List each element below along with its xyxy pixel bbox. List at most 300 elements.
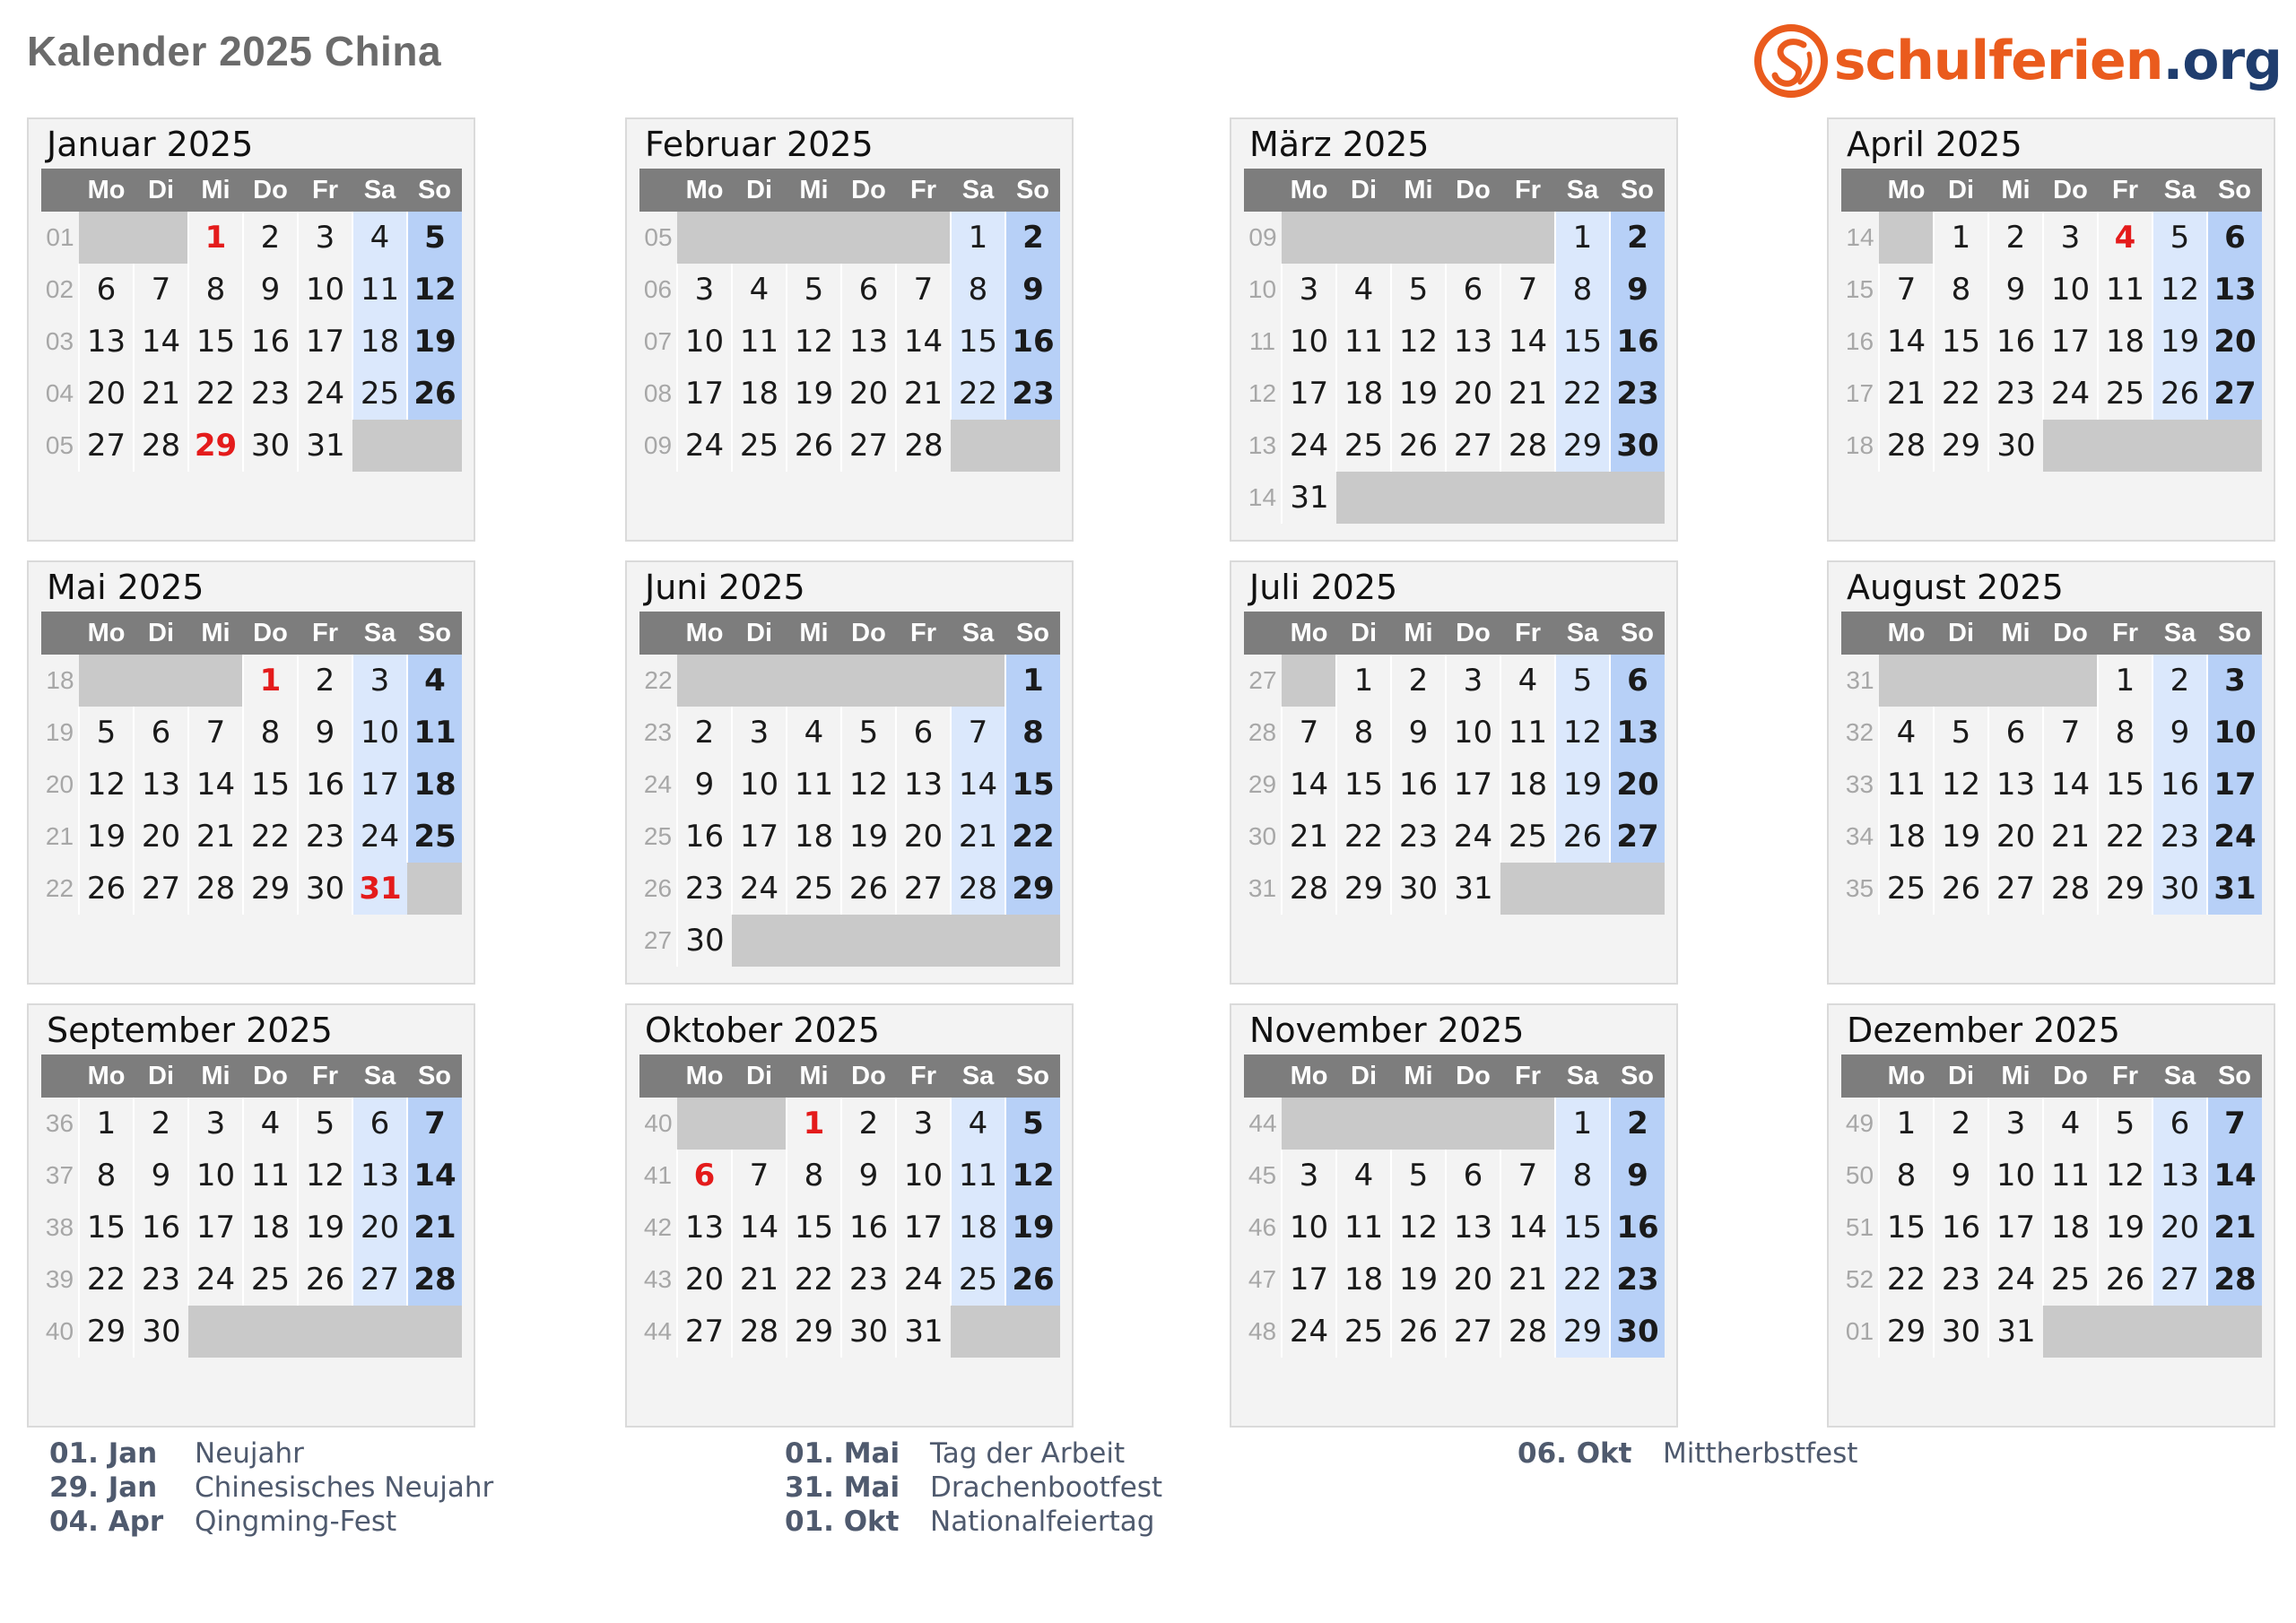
day-cell: 14 <box>407 1150 462 1202</box>
week-number: 51 <box>1845 1213 1874 1241</box>
day-cell: 2 <box>1610 1098 1665 1150</box>
day-cell: 15 <box>951 316 1005 368</box>
day-cell: 23 <box>243 368 298 420</box>
day-cell: 6 <box>352 1098 407 1150</box>
day-cell: 20 <box>677 1254 732 1306</box>
weekday-header-row <box>1244 612 1665 655</box>
day-cell: 12 <box>787 316 841 368</box>
weekday-header: Do <box>841 1055 896 1098</box>
week-number: 31 <box>1846 666 1874 694</box>
day-cell: 28 <box>2043 863 2098 915</box>
legend-item <box>785 1505 1162 1539</box>
schulferien-swirl-icon <box>1753 23 1829 99</box>
day-cell: 17 <box>677 368 732 420</box>
day-cell: 26 <box>2152 368 2207 420</box>
day-cell: 2 <box>1005 212 1060 264</box>
week-row <box>639 759 1060 811</box>
weekday-header: Sa <box>1555 169 1610 212</box>
day-cell: 7 <box>1500 264 1555 316</box>
week-row <box>41 368 462 420</box>
week-row <box>1244 316 1665 368</box>
weekday-header: Mo <box>677 169 732 212</box>
day-cell: 27 <box>1988 863 2043 915</box>
day-cell: 17 <box>352 759 407 811</box>
day-cell: 23 <box>841 1254 896 1306</box>
week-number: 24 <box>643 770 673 798</box>
weekday-header: Do <box>2043 169 2098 212</box>
week-number: 02 <box>45 275 74 303</box>
day-cell: 7 <box>188 707 243 759</box>
day-cell: 6 <box>1446 1150 1500 1202</box>
week-number: 18 <box>1845 431 1874 459</box>
day-cell: 5 <box>1555 655 1610 707</box>
day-cell: 12 <box>1934 759 1988 811</box>
day-cell: 25 <box>2098 368 2152 420</box>
day-cell: 4 <box>1336 1150 1391 1202</box>
day-cell: 18 <box>1879 811 1934 863</box>
day-cell: 11 <box>243 1150 298 1202</box>
week-row <box>1841 655 2262 707</box>
holiday-day-cell: 29 <box>188 420 243 472</box>
weekday-header: Fr <box>298 169 352 212</box>
week-number: 36 <box>45 1109 74 1137</box>
day-cell: 6 <box>896 707 951 759</box>
day-cell: 16 <box>1610 316 1665 368</box>
weekday-header-row <box>1841 169 2262 212</box>
legend-holiday-name: Mittherbstfest <box>1663 1437 1858 1470</box>
week-row <box>41 1306 462 1358</box>
day-cell: 11 <box>732 316 787 368</box>
day-cell: 9 <box>2152 707 2207 759</box>
week-row <box>1841 759 2262 811</box>
week-number: 16 <box>1845 327 1874 355</box>
day-cell: 7 <box>2207 1098 2262 1150</box>
day-cell: 11 <box>407 707 462 759</box>
week-number: 05 <box>45 431 74 459</box>
month-table <box>639 612 1060 967</box>
day-cell: 31 <box>1446 863 1500 915</box>
weekday-header: Fr <box>2098 612 2152 655</box>
week-number: 52 <box>1845 1265 1874 1293</box>
day-cell: 30 <box>1934 1306 1988 1358</box>
day-cell: 2 <box>841 1098 896 1150</box>
legend-date: 29. Jan <box>49 1471 158 1504</box>
day-cell: 16 <box>1934 1202 1988 1254</box>
week-row <box>639 863 1060 915</box>
weekday-header: Fr <box>1500 612 1555 655</box>
day-cell: 22 <box>1555 368 1610 420</box>
day-cell: 12 <box>1555 707 1610 759</box>
empty-day-filler <box>79 212 188 264</box>
week-row <box>41 1150 462 1202</box>
week-number: 40 <box>644 1109 673 1137</box>
holiday-day-cell: 6 <box>677 1150 732 1202</box>
week-row <box>1244 1098 1665 1150</box>
day-cell: 20 <box>896 811 951 863</box>
day-cell: 13 <box>1988 759 2043 811</box>
day-cell: 19 <box>841 811 896 863</box>
week-row <box>1841 1150 2262 1202</box>
day-cell: 27 <box>841 420 896 472</box>
week-number: 27 <box>643 926 673 954</box>
week-row <box>1841 863 2262 915</box>
day-cell: 1 <box>1336 655 1391 707</box>
weekday-header: Do <box>1446 612 1500 655</box>
day-cell: 22 <box>1336 811 1391 863</box>
week-number: 14 <box>1248 483 1277 511</box>
week-row <box>41 707 462 759</box>
month-panel <box>1230 117 1678 542</box>
day-cell: 21 <box>896 368 951 420</box>
week-number: 38 <box>45 1213 74 1241</box>
week-number: 06 <box>643 275 673 303</box>
empty-day-filler <box>1500 863 1665 915</box>
day-cell: 18 <box>1500 759 1555 811</box>
day-cell: 3 <box>1988 1098 2043 1150</box>
day-cell: 22 <box>188 368 243 420</box>
day-cell: 23 <box>1610 368 1665 420</box>
day-cell: 26 <box>79 863 134 915</box>
day-cell: 10 <box>188 1150 243 1202</box>
weekday-header: So <box>2207 169 2262 212</box>
day-cell: 29 <box>1336 863 1391 915</box>
day-cell: 17 <box>1282 368 1336 420</box>
day-cell: 9 <box>243 264 298 316</box>
day-cell: 12 <box>2152 264 2207 316</box>
legend-date: 06. Okt <box>1518 1437 1632 1470</box>
day-cell: 26 <box>1555 811 1610 863</box>
week-number-header <box>639 169 677 212</box>
week-number: 21 <box>45 822 74 850</box>
day-cell: 20 <box>1988 811 2043 863</box>
day-cell: 6 <box>79 264 134 316</box>
day-cell: 21 <box>2207 1202 2262 1254</box>
weekday-header: Mo <box>1879 169 1934 212</box>
month-title: November 2025 <box>1249 1011 1525 1050</box>
day-cell: 10 <box>1282 1202 1336 1254</box>
weekday-header: Do <box>2043 1055 2098 1098</box>
month-panel <box>1230 1003 1678 1428</box>
day-cell: 18 <box>732 368 787 420</box>
day-cell: 5 <box>841 707 896 759</box>
empty-day-filler <box>951 1306 1060 1358</box>
day-cell: 25 <box>352 368 407 420</box>
day-cell: 7 <box>951 707 1005 759</box>
day-cell: 4 <box>407 655 462 707</box>
month-title: Oktober 2025 <box>645 1011 880 1050</box>
day-cell: 31 <box>1988 1306 2043 1358</box>
month-table <box>41 169 462 472</box>
day-cell: 4 <box>243 1098 298 1150</box>
week-number: 09 <box>643 431 673 459</box>
month-panel <box>27 1003 475 1428</box>
weekday-header: Fr <box>2098 1055 2152 1098</box>
day-cell: 11 <box>951 1150 1005 1202</box>
month-table <box>1244 612 1665 915</box>
day-cell: 19 <box>298 1202 352 1254</box>
week-number: 07 <box>643 327 673 355</box>
day-cell: 15 <box>1879 1202 1934 1254</box>
day-cell: 25 <box>1500 811 1555 863</box>
day-cell: 15 <box>188 316 243 368</box>
weekday-header: So <box>407 1055 462 1098</box>
weekday-header: Mo <box>677 1055 732 1098</box>
day-cell: 24 <box>732 863 787 915</box>
day-cell: 29 <box>1555 420 1610 472</box>
day-cell: 22 <box>243 811 298 863</box>
day-cell: 19 <box>407 316 462 368</box>
day-cell: 17 <box>1446 759 1500 811</box>
day-cell: 23 <box>1988 368 2043 420</box>
month-title: August 2025 <box>1847 568 2064 607</box>
day-cell: 13 <box>1446 1202 1500 1254</box>
month-title: Juni 2025 <box>645 568 805 607</box>
weekday-header: Fr <box>298 612 352 655</box>
day-cell: 27 <box>677 1306 732 1358</box>
day-cell: 26 <box>1391 420 1446 472</box>
weekday-header: Fr <box>2098 169 2152 212</box>
weekday-header: Sa <box>951 169 1005 212</box>
week-number: 43 <box>643 1265 673 1293</box>
weekday-header: Di <box>1336 612 1391 655</box>
day-cell: 20 <box>134 811 188 863</box>
weekday-header-row <box>41 169 462 212</box>
week-number: 35 <box>1845 874 1874 902</box>
week-number: 12 <box>1248 379 1277 407</box>
weekday-header: Mi <box>787 1055 841 1098</box>
week-number: 22 <box>644 666 673 694</box>
week-row <box>41 1254 462 1306</box>
day-cell: 26 <box>841 863 896 915</box>
weekday-header: So <box>1610 169 1665 212</box>
day-cell: 28 <box>1879 420 1934 472</box>
day-cell: 11 <box>352 264 407 316</box>
day-cell: 5 <box>407 212 462 264</box>
day-cell: 24 <box>1282 1306 1336 1358</box>
legend-holiday-name: Qingming-Fest <box>195 1506 397 1538</box>
day-cell: 21 <box>1500 1254 1555 1306</box>
weekday-header: Sa <box>1555 612 1610 655</box>
day-cell: 25 <box>1879 863 1934 915</box>
week-number-header <box>1841 169 1879 212</box>
day-cell: 4 <box>1879 707 1934 759</box>
empty-day-filler <box>1879 212 1934 264</box>
week-row <box>639 1098 1060 1150</box>
holiday-day-cell: 1 <box>188 212 243 264</box>
week-row <box>41 264 462 316</box>
week-number-header <box>1244 612 1282 655</box>
day-cell: 28 <box>951 863 1005 915</box>
week-row <box>1841 264 2262 316</box>
week-row <box>1841 1306 2262 1358</box>
day-cell: 28 <box>1500 1306 1555 1358</box>
day-cell: 23 <box>1391 811 1446 863</box>
day-cell: 16 <box>1391 759 1446 811</box>
week-row <box>639 1306 1060 1358</box>
week-number: 15 <box>1845 275 1874 303</box>
week-row <box>1841 316 2262 368</box>
weekday-header: Sa <box>2152 169 2207 212</box>
day-cell: 14 <box>951 759 1005 811</box>
day-cell: 23 <box>2152 811 2207 863</box>
weekday-header: Do <box>243 1055 298 1098</box>
day-cell: 1 <box>1005 655 1060 707</box>
legend-item <box>49 1471 493 1505</box>
day-cell: 12 <box>298 1150 352 1202</box>
week-row <box>1244 1306 1665 1358</box>
week-number-header <box>1841 612 1879 655</box>
day-cell: 3 <box>1282 264 1336 316</box>
legend-holiday-name: Drachenbootfest <box>930 1471 1163 1504</box>
weekday-header: Mi <box>188 1055 243 1098</box>
weekday-header: Mo <box>1282 1055 1336 1098</box>
week-number-header <box>41 612 79 655</box>
weekday-header: Sa <box>1555 1055 1610 1098</box>
legend-item <box>49 1436 493 1471</box>
day-cell: 28 <box>1500 420 1555 472</box>
weekday-header: Sa <box>2152 1055 2207 1098</box>
day-cell: 27 <box>134 863 188 915</box>
day-cell: 21 <box>407 1202 462 1254</box>
month-panel <box>625 560 1074 985</box>
weekday-header: Fr <box>896 1055 951 1098</box>
empty-day-filler <box>677 655 1005 707</box>
weekday-header: Do <box>841 169 896 212</box>
day-cell: 12 <box>1005 1150 1060 1202</box>
day-cell: 20 <box>1446 1254 1500 1306</box>
day-cell: 8 <box>1555 1150 1610 1202</box>
day-cell: 12 <box>1391 316 1446 368</box>
week-row <box>639 1254 1060 1306</box>
week-row <box>41 655 462 707</box>
day-cell: 19 <box>1391 368 1446 420</box>
day-cell: 9 <box>677 759 732 811</box>
day-cell: 7 <box>407 1098 462 1150</box>
day-cell: 28 <box>1282 863 1336 915</box>
weekday-header: Do <box>2043 612 2098 655</box>
day-cell: 19 <box>787 368 841 420</box>
day-cell: 16 <box>298 759 352 811</box>
weekday-header: Do <box>841 612 896 655</box>
day-cell: 21 <box>134 368 188 420</box>
empty-day-filler <box>2043 1306 2262 1358</box>
day-cell: 10 <box>732 759 787 811</box>
week-row <box>639 316 1060 368</box>
week-row <box>1841 368 2262 420</box>
week-number: 39 <box>45 1265 74 1293</box>
day-cell: 25 <box>407 811 462 863</box>
week-row <box>41 811 462 863</box>
week-number-header <box>41 1055 79 1098</box>
day-cell: 30 <box>1391 863 1446 915</box>
day-cell: 30 <box>134 1306 188 1358</box>
week-row <box>1841 707 2262 759</box>
month-title: Januar 2025 <box>47 125 254 164</box>
day-cell: 15 <box>2098 759 2152 811</box>
week-number: 47 <box>1248 1265 1277 1293</box>
weekday-header: Sa <box>352 1055 407 1098</box>
week-number: 31 <box>1248 874 1277 902</box>
weekday-header: Di <box>134 1055 188 1098</box>
empty-day-filler <box>2043 420 2262 472</box>
day-cell: 25 <box>1336 1306 1391 1358</box>
day-cell: 30 <box>243 420 298 472</box>
day-cell: 26 <box>1005 1254 1060 1306</box>
day-cell: 4 <box>1336 264 1391 316</box>
week-row <box>1841 1202 2262 1254</box>
day-cell: 4 <box>2043 1098 2098 1150</box>
day-cell: 3 <box>2207 655 2262 707</box>
day-cell: 5 <box>1005 1098 1060 1150</box>
week-row <box>1244 264 1665 316</box>
month-panel <box>1827 560 2275 985</box>
week-number: 05 <box>644 223 673 251</box>
week-row <box>1841 420 2262 472</box>
weekday-header-row <box>1244 169 1665 212</box>
weekday-header: Mo <box>1879 1055 1934 1098</box>
week-number: 34 <box>1845 822 1874 850</box>
day-cell: 5 <box>298 1098 352 1150</box>
week-row <box>1841 212 2262 264</box>
weekday-header: Fr <box>1500 1055 1555 1098</box>
holiday-day-cell: 4 <box>2098 212 2152 264</box>
week-number-header <box>41 169 79 212</box>
day-cell: 9 <box>1610 264 1665 316</box>
weekday-header: Mi <box>188 612 243 655</box>
day-cell: 25 <box>787 863 841 915</box>
day-cell: 8 <box>1555 264 1610 316</box>
weekday-header-row <box>41 1055 462 1098</box>
day-cell: 22 <box>1555 1254 1610 1306</box>
day-cell: 2 <box>677 707 732 759</box>
weekday-header-row <box>41 612 462 655</box>
day-cell: 19 <box>1391 1254 1446 1306</box>
day-cell: 4 <box>1500 655 1555 707</box>
day-cell: 7 <box>1879 264 1934 316</box>
month-title: Juli 2025 <box>1249 568 1398 607</box>
day-cell: 8 <box>243 707 298 759</box>
day-cell: 21 <box>2043 811 2098 863</box>
day-cell: 28 <box>134 420 188 472</box>
day-cell: 18 <box>1336 1254 1391 1306</box>
day-cell: 20 <box>841 368 896 420</box>
day-cell: 14 <box>896 316 951 368</box>
week-row <box>1841 811 2262 863</box>
day-cell: 17 <box>2207 759 2262 811</box>
week-number-header <box>639 1055 677 1098</box>
month-table <box>1841 169 2262 472</box>
day-cell: 3 <box>1282 1150 1336 1202</box>
day-cell: 30 <box>298 863 352 915</box>
day-cell: 27 <box>2207 368 2262 420</box>
schulferien-logo[interactable] <box>1753 23 2282 99</box>
day-cell: 16 <box>2152 759 2207 811</box>
weekday-header: Mo <box>79 1055 134 1098</box>
day-cell: 16 <box>1005 316 1060 368</box>
day-cell: 30 <box>841 1306 896 1358</box>
week-number: 10 <box>1248 275 1277 303</box>
weekday-header: So <box>2207 612 2262 655</box>
weekday-header: Mi <box>787 169 841 212</box>
day-cell: 17 <box>1282 1254 1336 1306</box>
week-number: 27 <box>1248 666 1277 694</box>
day-cell: 7 <box>134 264 188 316</box>
legend-date: 31. Mai <box>785 1471 900 1504</box>
day-cell: 2 <box>1610 212 1665 264</box>
day-cell: 26 <box>1391 1306 1446 1358</box>
day-cell: 18 <box>1336 368 1391 420</box>
empty-day-filler <box>188 1306 462 1358</box>
